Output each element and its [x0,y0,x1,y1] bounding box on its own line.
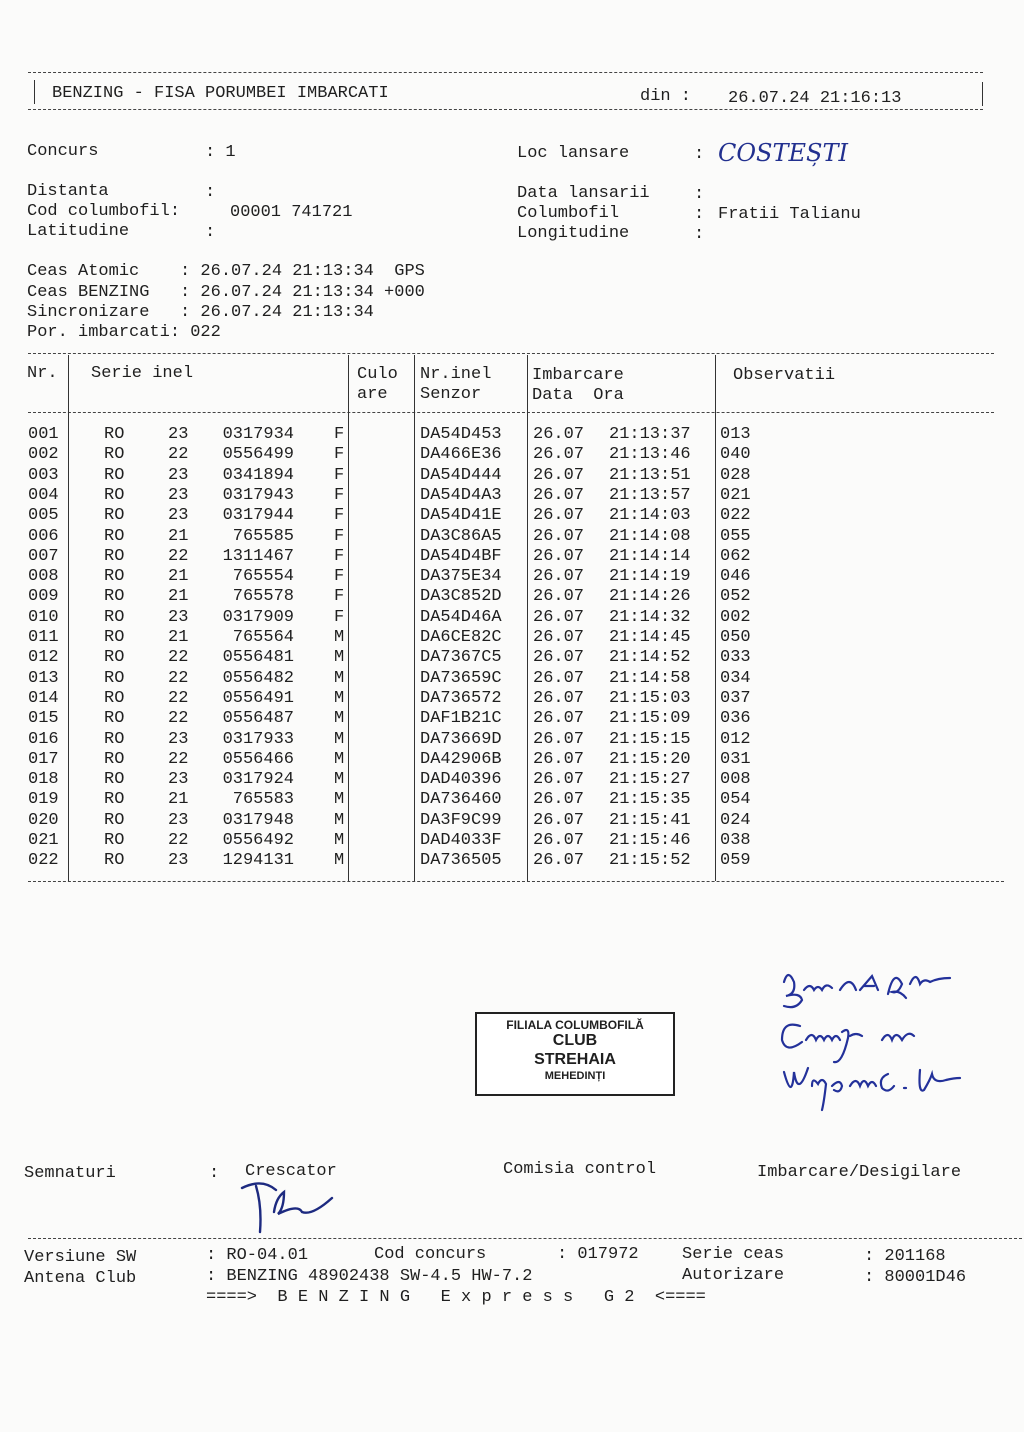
latitudine-label: Latitudine [27,222,130,241]
cell-ora: 21:15:15 [609,729,691,749]
cell-sex: M [334,810,345,830]
cell-inel: 765564 [232,628,294,647]
ceas-atomic-line: Ceas Atomic : 26.07.24 21:13:34 GPS [27,262,425,281]
cell-sex: M [334,709,345,729]
cell-data: 26.07 [533,425,585,444]
cell-an: 23 [168,465,189,485]
cell-observatii: 024 [720,810,751,830]
cell-nr: 006 [28,526,59,546]
stamp-line-3: STREHAIA [534,1051,616,1068]
cell-data: 26.07 [533,729,585,749]
cell-nr: 012 [28,648,59,668]
cell-senzor: DAD4033F [420,831,502,850]
cell-tara: RO [104,770,125,790]
cell-ora: 21:15:20 [609,749,691,769]
columbofil-value: Fratii Talianu [718,205,861,224]
cell-tara: RO [104,749,125,769]
cell-nr: 004 [28,485,59,505]
autorizare-value: : 80001D46 [864,1268,967,1287]
cell-nr: 013 [28,668,59,688]
cell-an: 23 [168,506,189,526]
table-row [0,851,1024,871]
cell-nr: 008 [28,567,59,587]
table-row [0,527,1024,547]
table-row [0,567,1024,587]
cell-nr: 019 [28,790,59,810]
cell-observatii: 031 [720,749,751,769]
table-row [0,790,1024,810]
cell-data: 26.07 [533,709,585,729]
distanta-label: Distanta [27,182,109,201]
cell-senzor: DA736505 [420,851,502,871]
cell-data: 26.07 [533,831,585,850]
cell-observatii: 054 [720,790,751,810]
columbofil-label: Columbofil [517,204,620,223]
cell-nr: 010 [28,607,59,627]
cell-nr: 005 [28,506,59,526]
cell-tara: RO [104,729,125,749]
cod-concurs-label: Cod concurs [374,1245,487,1264]
document-title: BENZING - FISA PORUMBEI IMBARCATI [52,84,389,103]
versiune-sw-label: Versiune SW [24,1248,137,1267]
table-row [0,628,1024,648]
cell-an: 23 [168,810,189,830]
cell-data: 26.07 [533,445,585,465]
cell-senzor: DA6CE82C [420,628,502,647]
table-row [0,445,1024,465]
cell-tara: RO [104,709,125,729]
table-row [0,648,1024,668]
longitudine-label: Longitudine [517,224,630,243]
table-row [0,608,1024,628]
distanta-sep: : [205,183,216,202]
table-row [0,730,1024,750]
columbofil-sep: : [694,205,705,224]
cell-ora: 21:13:46 [609,445,691,465]
cell-senzor: DA375E34 [420,567,502,587]
cell-sex: F [334,485,345,505]
col-header-imbarcare: Imbarcare [532,366,624,385]
cell-sex: M [334,851,345,871]
cell-an: 23 [168,425,189,444]
cell-senzor: DAF1B21C [420,709,502,729]
cell-an: 21 [168,526,189,546]
cell-inel: 1294131 [222,851,294,871]
cell-sex: M [334,668,345,688]
cell-data: 26.07 [533,668,585,688]
table-row [0,750,1024,770]
cell-sex: F [334,546,345,566]
table-row [0,689,1024,709]
cell-an: 22 [168,668,189,688]
cell-data: 26.07 [533,506,585,526]
cell-data: 26.07 [533,465,585,485]
cell-ora: 21:15:27 [609,770,691,790]
cell-ora: 21:15:35 [609,790,691,810]
cell-observatii: 038 [720,831,751,850]
cell-nr: 018 [28,770,59,790]
cell-an: 21 [168,628,189,647]
cell-tara: RO [104,587,125,607]
cell-sex: M [334,648,345,668]
cell-sex: M [334,831,345,850]
cell-an: 23 [168,729,189,749]
cell-tara: RO [104,688,125,708]
cell-nr: 001 [28,425,59,444]
cell-senzor: DA7367C5 [420,648,502,668]
cell-tara: RO [104,831,125,850]
table-row [0,486,1024,506]
cell-data: 26.07 [533,749,585,769]
table-row [0,587,1024,607]
cell-inel: 765583 [232,790,294,810]
table-header-separator [28,412,994,413]
cell-inel: 0556487 [222,709,294,729]
cell-data: 26.07 [533,526,585,546]
cell-nr: 003 [28,465,59,485]
cell-inel: 765578 [232,587,294,607]
cell-observatii: 062 [720,546,751,566]
cell-sex: F [334,526,345,546]
cell-data: 26.07 [533,648,585,668]
cell-tara: RO [104,790,125,810]
cell-ora: 21:14:26 [609,587,691,607]
table-row [0,831,1024,851]
stamp-line-4: MEHEDINȚI [544,1070,606,1082]
cell-senzor: DA54D453 [420,425,502,444]
semnaturi-label: Semnaturi [24,1164,116,1183]
stamp-line-2: CLUB [552,1032,598,1049]
loc-lansare-value: COSTEȘTI [718,139,848,167]
cell-nr: 014 [28,688,59,708]
footer-separator [28,1238,1022,1239]
cell-senzor: DA3C852D [420,587,502,607]
table-row [0,425,1024,445]
cell-sex: M [334,628,345,647]
cell-an: 22 [168,546,189,566]
cell-inel: 0556491 [222,688,294,708]
cell-nr: 015 [28,709,59,729]
cell-nr: 020 [28,810,59,830]
stamp-line-1: FILIALA COLUMBOFILĂ [506,1018,644,1032]
cell-data: 26.07 [533,810,585,830]
cell-an: 22 [168,709,189,729]
cell-senzor: DA3F9C99 [420,810,502,830]
header-right-border [982,82,983,106]
cell-inel: 0556492 [222,831,294,850]
col-header-serie-inel: Serie inel [91,364,194,383]
cell-data: 26.07 [533,790,585,810]
crescator-label: Crescator [245,1162,337,1181]
cell-ora: 21:15:52 [609,851,691,871]
cell-tara: RO [104,425,125,444]
antena-club-value: : BENZING 48902438 SW-4.5 HW-7.2 [206,1267,533,1286]
header-left-border [34,80,35,104]
club-stamp [475,1012,675,1096]
cell-ora: 21:15:03 [609,688,691,708]
table-bottom-border [28,881,1004,882]
concurs-label: Concurs [27,142,99,161]
cell-ora: 21:13:37 [609,425,691,444]
cell-observatii: 013 [720,425,751,444]
cell-an: 23 [168,607,189,627]
cell-an: 22 [168,831,189,850]
cell-senzor: DA3C86A5 [420,526,502,546]
cell-tara: RO [104,851,125,871]
cell-senzor: DA54D444 [420,465,502,485]
cell-inel: 0556466 [222,749,294,769]
cell-sex: M [334,729,345,749]
cell-inel: 0317924 [222,770,294,790]
din-value: 26.07.24 21:16:13 [728,89,902,108]
cell-ora: 21:15:46 [609,831,691,850]
cell-ora: 21:14:14 [609,546,691,566]
din-label: din : [640,87,692,106]
cell-observatii: 040 [720,445,751,465]
cell-senzor: DA736572 [420,688,502,708]
cell-an: 23 [168,485,189,505]
cell-sex: M [334,770,345,790]
cell-tara: RO [104,607,125,627]
cell-inel: 0317948 [222,810,294,830]
cell-nr: 002 [28,445,59,465]
cell-sex: F [334,425,345,444]
data-lansarii-sep: : [694,185,705,204]
cell-nr: 009 [28,587,59,607]
cell-tara: RO [104,546,125,566]
cell-inel: 0556482 [222,668,294,688]
loc-lansare-label: Loc lansare [517,144,630,163]
cell-ora: 21:14:32 [609,607,691,627]
col-header-observatii: Observatii [733,366,836,385]
col-header-senzor: Senzor [420,385,482,404]
cell-observatii: 059 [720,851,751,871]
cell-data: 26.07 [533,688,585,708]
cell-tara: RO [104,810,125,830]
cell-nr: 022 [28,851,59,871]
serie-ceas-value: : 201168 [864,1247,946,1266]
cell-an: 22 [168,749,189,769]
longitudine-sep: : [694,225,705,244]
cell-sex: M [334,749,345,769]
cell-nr: 007 [28,546,59,566]
cell-ora: 21:14:19 [609,567,691,587]
cell-ora: 21:14:08 [609,526,691,546]
comisia-control-label: Comisia control [503,1160,657,1179]
cell-senzor: DA54D4A3 [420,485,502,505]
cell-tara: RO [104,445,125,465]
cell-observatii: 036 [720,709,751,729]
cell-data: 26.07 [533,607,585,627]
cell-observatii: 046 [720,567,751,587]
table-row [0,709,1024,729]
table-row [0,770,1024,790]
cell-sex: F [334,465,345,485]
ceas-benzing-line: Ceas BENZING : 26.07.24 21:13:34 +000 [27,283,425,302]
cell-observatii: 022 [720,506,751,526]
cell-tara: RO [104,485,125,505]
crescator-signature [236,1178,356,1238]
cell-data: 26.07 [533,587,585,607]
cell-senzor: DA466E36 [420,445,502,465]
cell-ora: 21:14:03 [609,506,691,526]
cell-nr: 021 [28,831,59,850]
table-row [0,506,1024,526]
autorizare-label: Autorizare [682,1266,785,1285]
cell-observatii: 012 [720,729,751,749]
cell-inel: 765554 [232,567,294,587]
cell-senzor: DA736460 [420,790,502,810]
cell-data: 26.07 [533,567,585,587]
cod-concurs-value: : 017972 [557,1245,639,1264]
cell-observatii: 050 [720,628,751,647]
cell-ora: 21:14:52 [609,648,691,668]
cell-inel: 0317909 [222,607,294,627]
col-header-culoare: Culo [357,365,398,384]
cell-sex: F [334,567,345,587]
cell-tara: RO [104,506,125,526]
cell-inel: 0317933 [222,729,294,749]
cell-inel: 765585 [232,526,294,546]
col-header-data-ora: Data Ora [532,386,624,405]
cell-ora: 21:13:51 [609,465,691,485]
col-header-culoare-2: are [357,385,388,404]
cell-an: 21 [168,567,189,587]
commission-signatures [770,960,970,1130]
antena-club-label: Antena Club [24,1269,137,1288]
data-lansarii-label: Data lansarii [517,184,650,203]
cell-observatii: 055 [720,526,751,546]
cell-observatii: 002 [720,607,751,627]
cell-observatii: 037 [720,688,751,708]
cell-ora: 21:15:41 [609,810,691,830]
cell-inel: 1311467 [222,546,294,566]
cell-sex: M [334,790,345,810]
cell-inel: 0556481 [222,648,294,668]
por-imbarcati-line: Por. imbarcati: 022 [27,323,221,342]
concurs-value: : 1 [205,143,236,162]
cell-sex: M [334,688,345,708]
cell-sex: F [334,607,345,627]
cell-an: 22 [168,648,189,668]
cell-senzor: DA54D41E [420,506,502,526]
cell-observatii: 033 [720,648,751,668]
cell-an: 21 [168,790,189,810]
cell-data: 26.07 [533,770,585,790]
header-bottom-border [28,109,983,110]
cell-ora: 21:15:09 [609,709,691,729]
cell-observatii: 052 [720,587,751,607]
col-header-nr: Nr. [27,364,58,383]
cell-data: 26.07 [533,485,585,505]
cell-an: 22 [168,445,189,465]
cod-columbofil-label: Cod columbofil: [27,202,181,221]
latitudine-sep: : [205,223,216,242]
serie-ceas-label: Serie ceas [682,1245,785,1264]
cell-tara: RO [104,668,125,688]
cell-inel: 0317943 [222,485,294,505]
cell-data: 26.07 [533,851,585,871]
semnaturi-sep: : [209,1164,220,1183]
cell-ora: 21:13:57 [609,485,691,505]
table-row [0,466,1024,486]
versiune-sw-value: : RO-04.01 [206,1246,309,1265]
cell-inel: 0317934 [222,425,294,444]
cell-an: 21 [168,587,189,607]
sincronizare-line: Sincronizare : 26.07.24 21:13:34 [27,303,374,322]
cell-data: 26.07 [533,546,585,566]
cell-senzor: DA54D4BF [420,546,502,566]
table-top-border [28,353,994,354]
cell-observatii: 034 [720,668,751,688]
cell-senzor: DA73669D [420,729,502,749]
cell-sex: F [334,506,345,526]
cell-senzor: DA42906B [420,749,502,769]
cell-nr: 017 [28,749,59,769]
cell-an: 22 [168,688,189,708]
cell-senzor: DAD40396 [420,770,502,790]
loc-lansare-sep: : [694,145,705,164]
cell-observatii: 021 [720,485,751,505]
table-row [0,669,1024,689]
cell-tara: RO [104,567,125,587]
table-row [0,547,1024,567]
imbarcare-desigilare-label: Imbarcare/Desigilare [757,1163,962,1182]
cell-observatii: 028 [720,465,751,485]
cell-an: 23 [168,770,189,790]
cell-inel: 0341894 [222,465,294,485]
cell-sex: F [334,587,345,607]
cell-tara: RO [104,628,125,647]
col-header-nr-inel: Nr.inel [420,365,492,384]
cell-ora: 21:14:45 [609,628,691,647]
cell-inel: 0556499 [222,445,294,465]
cod-columbofil-value: 00001 741721 [230,203,353,222]
cell-tara: RO [104,648,125,668]
cell-an: 23 [168,851,189,871]
cell-tara: RO [104,465,125,485]
cell-tara: RO [104,526,125,546]
cell-inel: 0317944 [222,506,294,526]
cell-data: 26.07 [533,628,585,647]
benzing-express-banner: ====> B E N Z I N G E x p r e s s G 2 <==== [206,1288,706,1307]
cell-ora: 21:14:58 [609,668,691,688]
cell-senzor: DA54D46A [420,607,502,627]
cell-sex: F [334,445,345,465]
table-row [0,811,1024,831]
cell-observatii: 008 [720,770,751,790]
cell-nr: 011 [28,628,59,647]
cell-nr: 016 [28,729,59,749]
cell-senzor: DA73659C [420,668,502,688]
header-top-border [28,72,983,73]
